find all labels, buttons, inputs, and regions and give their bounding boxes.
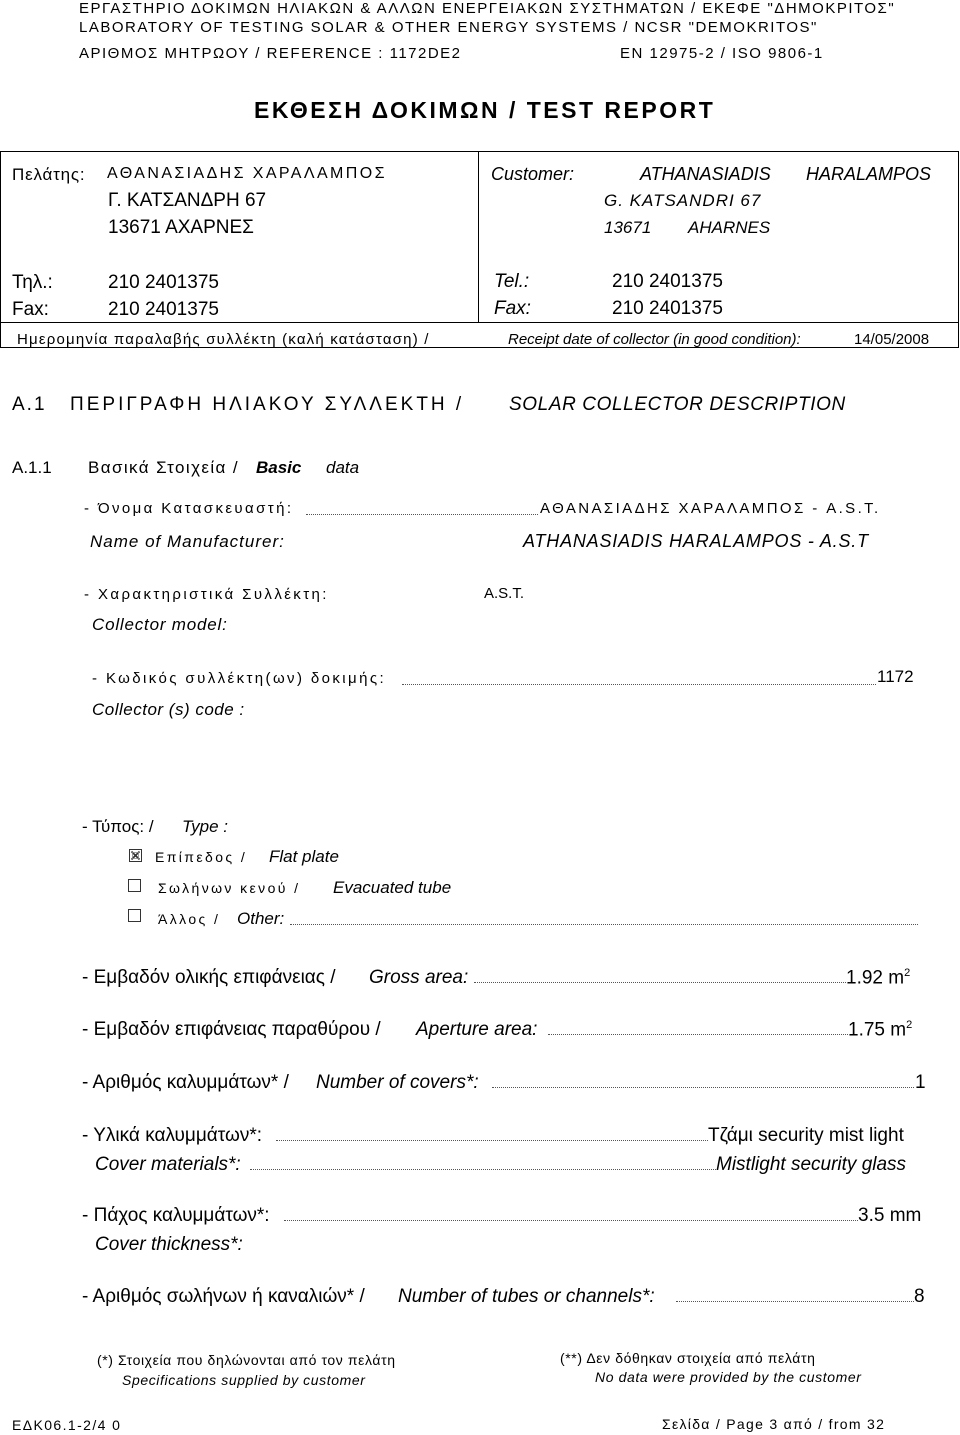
footnote-2-gr: (**) Δεν δόθηκαν στοιχεία από πελάτη (560, 1350, 816, 1366)
type-flat-checkbox[interactable] (129, 849, 142, 862)
type-label-gr: - Τύπος: / (82, 817, 154, 836)
footer-page-number: Σελίδα / Page 3 από / from 32 (662, 1416, 886, 1432)
type-evacuated-checkbox[interactable] (128, 879, 141, 892)
cover-materials-value-gr: Τζάμι security mist light (708, 1125, 904, 1146)
cover-materials-value-en: Mistlight security glass (716, 1154, 907, 1175)
covers-dots (492, 1087, 914, 1088)
covers-value: 1 (915, 1072, 926, 1093)
aperture-label-en: Aperture area: (416, 1019, 538, 1040)
client-city-gr: 13671 ΑΧΑΡΝΕΣ (108, 217, 254, 238)
manufacturer-value-en: ATHANASIADIS HARALAMPOS - A.S.T (523, 531, 869, 551)
cover-materials-label-gr: - Υλικά καλυμμάτων*: (82, 1125, 262, 1146)
tubes-label-en: Number of tubes or channels*: (398, 1286, 655, 1307)
section-number: A.1 (12, 394, 47, 415)
receipt-label-gr: Ημερομηνία παραλαβής συλλέκτη (καλή κατάσταση) / (17, 331, 430, 348)
client-label-gr: Πελάτης: (12, 165, 86, 184)
client-divider (478, 151, 479, 322)
subsection-title-en: data (326, 458, 360, 477)
footer-doc-code: ΕΔΚ06.1-2/4 0 (12, 1417, 122, 1433)
aperture-label-gr: - Εμβαδόν επιφάνειας παραθύρου / (82, 1019, 381, 1040)
covers-label-gr: - Αριθμός καλυμμάτων* / (82, 1072, 289, 1093)
cover-materials-dots-gr (276, 1140, 708, 1141)
tubes-value: 8 (914, 1286, 925, 1307)
model-label-en: Collector model: (92, 615, 228, 634)
client-tel-gr: 210 2401375 (108, 272, 219, 293)
tubes-label-gr: - Αριθμός σωλήνων ή καναλιών* / (82, 1286, 365, 1307)
aperture-dots (548, 1034, 848, 1035)
client-tel-label-en: Tel.: (494, 271, 530, 292)
covers-label-en: Number of covers*: (316, 1072, 479, 1093)
cover-materials-label-en: Cover materials*: (95, 1154, 241, 1175)
thickness-dots (284, 1220, 858, 1221)
aperture-value (848, 1019, 912, 1041)
manufacturer-dots-gr (306, 514, 538, 515)
section-title-gr: ΠΕΡΙΓΡΑΦΗ ΗΛΙΑΚΟΥ ΣΥΛΛΕΚΤΗ / (70, 394, 465, 415)
client-label-en: Customer: (491, 164, 575, 184)
client-fax-label-gr: Fax: (12, 299, 49, 320)
client-zip-en: 13671 (604, 218, 652, 237)
footnote-1-en: Specifications supplied by customer (122, 1372, 366, 1388)
client-fax-gr: 210 2401375 (108, 299, 219, 320)
subsection-title-en-bold: Basic (256, 458, 302, 477)
gross-area-label-gr: - Εμβαδόν ολικής επιφάνειας / (82, 967, 336, 988)
aperture-number: 1.75 m (848, 1019, 907, 1041)
footnote-2-en: No data were provided by the customer (595, 1369, 862, 1385)
client-street-en: G. KATSANDRI 67 (604, 191, 762, 210)
page-title: ΕΚΘΕΣΗ ΔΟΚΙΜΩΝ / TEST REPORT (254, 97, 716, 123)
subsection-number: A.1.1 (12, 458, 52, 477)
code-value: 1172 (877, 667, 914, 686)
tubes-dots (676, 1301, 914, 1302)
code-label-en: Collector (s) code : (92, 700, 245, 719)
section-title-en: SOLAR COLLECTOR DESCRIPTION (509, 394, 846, 415)
code-label-gr: - Κωδικός συλλέκτη(ων) δοκιμής: (92, 670, 387, 687)
client-street-gr: Γ. ΚΑΤΣΑΝΔΡΗ 67 (108, 190, 267, 211)
receipt-label-en: Receipt date of collector (in good condition): (508, 331, 801, 348)
client-tel-en: 210 2401375 (612, 271, 723, 292)
footnote-1-gr: (*) Στοιχεία που δηλώνονται από τον πελάτη (97, 1352, 396, 1368)
manufacturer-value-gr: ΑΘΑΝΑΣΙΑΔΗΣ ΧΑΡΑΛΑΜΠΟΣ - A.S.T. (540, 500, 881, 517)
client-fax-label-en: Fax: (494, 298, 531, 319)
type-flat-gr: Επίπεδος / (155, 849, 248, 865)
thickness-value: 3.5 mm (858, 1205, 922, 1226)
gross-area-number: 1.92 m (846, 967, 905, 989)
type-label-en: Type : (182, 817, 228, 836)
client-name-en-first: ATHANASIADIS (640, 164, 771, 184)
type-other-checkbox[interactable] (128, 909, 141, 922)
type-other-en: Other: (237, 909, 285, 928)
subsection-title-gr: Βασικά Στοιχεία / (88, 458, 240, 477)
check-x-icon (130, 850, 141, 861)
type-evacuated-gr: Σωλήνων κενού / (158, 880, 301, 896)
gross-area-value (846, 967, 910, 989)
header-reference: ΑΡΙΘΜΟΣ ΜΗΤΡΩΟΥ / REFERENCE : 1172DE2 (79, 45, 462, 62)
header-lab-english: LABORATORY OF TESTING SOLAR & OTHER ENERGY SYSTEMS / NCSR "DEMOKRITOS" (79, 19, 818, 36)
model-value: A.S.T. (484, 585, 525, 602)
receipt-date: 14/05/2008 (854, 331, 930, 348)
receipt-divider (0, 322, 959, 323)
client-name-gr: ΑΘΑΝΑΣΙΑΔΗΣ ΧΑΡΑΛΑΜΠΟΣ (107, 165, 387, 182)
code-dots (402, 684, 876, 685)
model-label-gr: - Χαρακτηριστικά Συλλέκτη: (84, 586, 329, 603)
client-city-en: AHARNES (688, 218, 771, 237)
thickness-label-gr: - Πάχος καλυμμάτων*: (82, 1205, 270, 1226)
type-other-gr: Άλλος / (158, 911, 221, 927)
manufacturer-label-gr: - Όνομα Κατασκευαστή: (84, 500, 294, 517)
header-lab-greek: ΕΡΓΑΣΤΗΡΙΟ ΔΟΚΙΜΩΝ ΗΛΙΑΚΩΝ & ΑΛΛΩΝ ΕΝΕΡΓΕΙΑΚΩΝ ΣΥΣΤΗΜΑΤΩΝ / ΕΚΕΦΕ "ΔΗΜΟΚΡΙΤΟΣ" (79, 0, 896, 17)
client-name-en-last: HARALAMPOS (806, 164, 932, 184)
cover-materials-dots-en (250, 1169, 716, 1170)
client-fax-en: 210 2401375 (612, 298, 723, 319)
gross-area-label-en: Gross area: (369, 967, 469, 988)
header-standard: EN 12975-2 / ISO 9806-1 (620, 45, 824, 62)
aperture-unit-sup: 2 (906, 1019, 913, 1031)
manufacturer-label-en: Name of Manufacturer: (90, 532, 285, 551)
gross-area-dots (474, 982, 846, 983)
thickness-label-en: Cover thickness*: (95, 1234, 243, 1255)
gross-area-unit-sup: 2 (904, 967, 911, 979)
type-evacuated-en: Evacuated tube (333, 878, 452, 897)
client-tel-label-gr: Τηλ.: (12, 272, 53, 293)
type-flat-en: Flat plate (269, 847, 339, 866)
type-other-dots (290, 924, 918, 925)
